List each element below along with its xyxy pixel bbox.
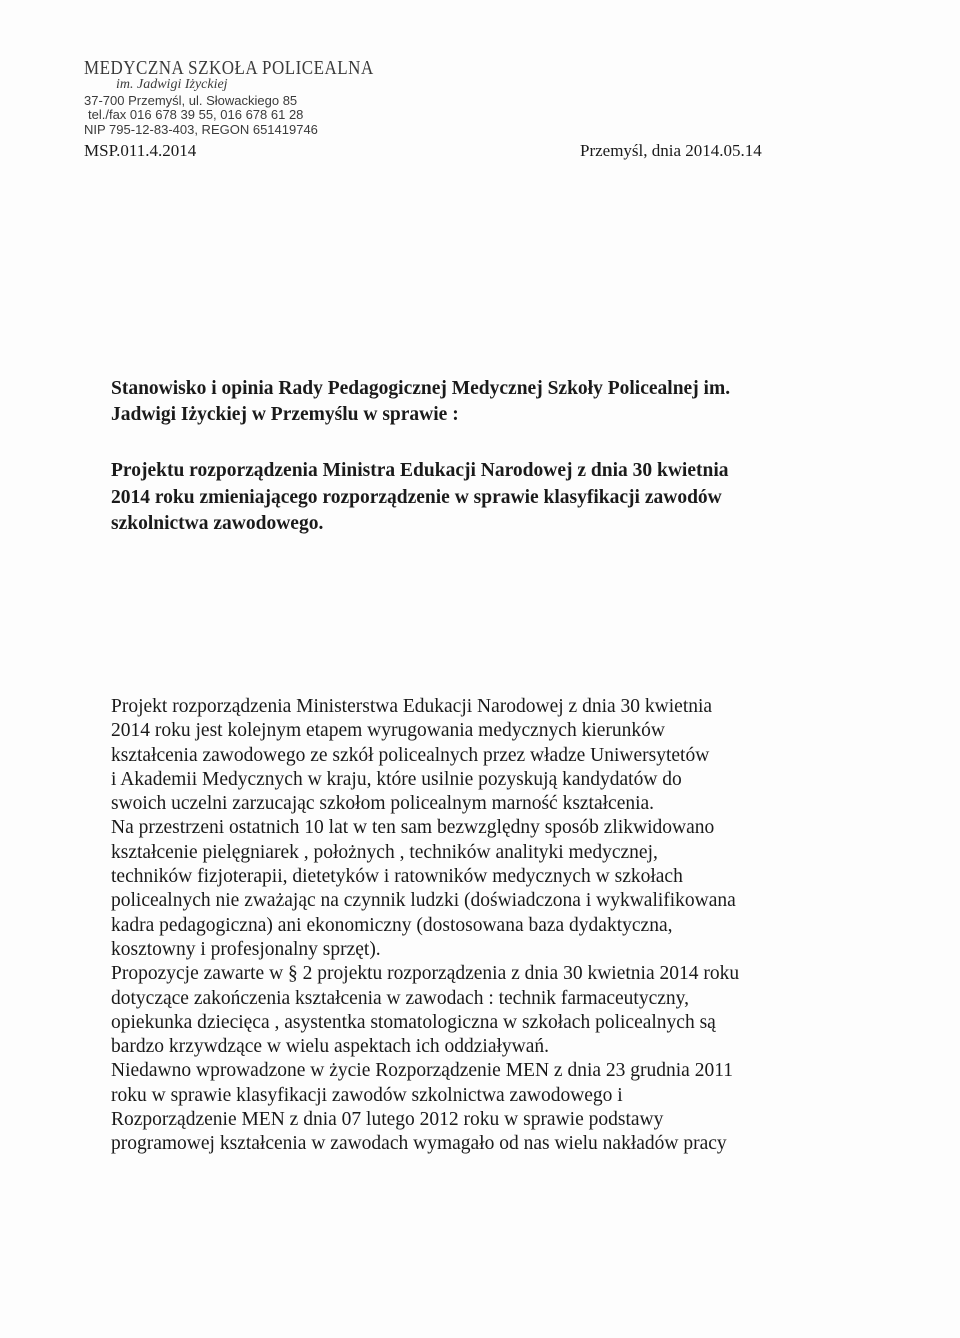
body-line: techników fizjoterapii, dietetyków i ratowników medycznych w szkołach bbox=[111, 866, 683, 888]
heading-line: Jadwigi Iżyckiej w Przemyślu w sprawie : bbox=[111, 404, 459, 425]
document-heading bbox=[111, 376, 871, 428]
body-line: kształcenie pielęgniarek , położnych , techników analityki medycznej, bbox=[111, 841, 658, 863]
body-line: Niedawno wprowadzone w życie Rozporządzenie MEN z dnia 23 grudnia 2011 bbox=[111, 1060, 733, 1082]
document-subject bbox=[111, 458, 891, 538]
body-line: kształcenia zawodowego ze szkół policealnych przez władze Uniwersytetów bbox=[111, 744, 710, 766]
stamp-address: 37-700 Przemyśl, ul. Słowackiego 85 bbox=[84, 92, 298, 108]
body-line: opiekunka dziecięca , asystentka stomatologiczna w szkołach policealnych są bbox=[111, 1011, 716, 1033]
body-line: Na przestrzeni ostatnich 10 lat w ten sam bezwzględny sposób zlikwidowano bbox=[111, 817, 715, 839]
body-line: Propozycje zawarte w § 2 projektu rozporządzenia z dnia 30 kwietnia 2014 roku bbox=[111, 963, 740, 985]
stamp-patron: im. Jadwigi Iżyckiej bbox=[116, 76, 228, 92]
body-line: swoich uczelni zarzucając szkołom policealnym marność kształcenia. bbox=[111, 793, 655, 815]
document-date: Przemyśl, dnia 2014.05.14 bbox=[580, 141, 762, 160]
stamp-registry: NIP 795-12-83-403, REGON 651419746 bbox=[84, 121, 318, 137]
document-body bbox=[111, 695, 871, 1157]
body-line: kadra pedagogiczna) ani ekonomiczny (dostosowana baza dydaktyczna, bbox=[111, 914, 673, 936]
body-line: policealnych nie zważając na czynnik ludzki (doświadczona i wykwalifikowana bbox=[111, 890, 736, 912]
reference-number: MSP.011.4.2014 bbox=[84, 141, 197, 160]
body-line: kosztowny i profesjonalny sprzęt). bbox=[111, 938, 381, 960]
body-line: roku w sprawie klasyfikacji zawodów szkolnictwa zawodowego i bbox=[111, 1084, 623, 1106]
school-stamp bbox=[84, 56, 374, 137]
body-line: programowej kształcenia w zawodach wymagało od nas wielu nakładów pracy bbox=[111, 1133, 727, 1155]
stamp-school-name: MEDYCZNA SZKOŁA POLICEALNA bbox=[84, 56, 374, 79]
subject-line: Projektu rozporządzenia Ministra Edukacji Narodowej z dnia 30 kwietnia bbox=[111, 460, 729, 481]
stamp-phone: tel./fax 016 678 39 55, 016 678 61 28 bbox=[88, 107, 304, 123]
heading-line: Stanowisko i opinia Rady Pedagogicznej Medycznej Szkoły Policealnej im. bbox=[111, 378, 731, 399]
body-line: Projekt rozporządzenia Ministerstwa Edukacji Narodowej z dnia 30 kwietnia bbox=[111, 696, 713, 717]
body-line: bardzo krzywdzące w wielu aspektach ich oddziaływań. bbox=[111, 1036, 550, 1058]
body-line: 2014 roku jest kolejnym etapem wyrugowania medycznych kierunków bbox=[111, 720, 665, 742]
subject-line: 2014 roku zmieniającego rozporządzenie w sprawie klasyfikacji zawodów bbox=[111, 486, 722, 508]
subject-line: szkolnictwa zawodowego. bbox=[111, 513, 324, 534]
body-line: dotyczące zakończenia kształcenia w zawodach : technik farmaceutyczny, bbox=[111, 987, 689, 1009]
body-line: i Akademii Medycznych w kraju, które usilnie pozyskują kandydatów do bbox=[111, 768, 682, 790]
body-line: Rozporządzenie MEN z dnia 07 lutego 2012 roku w sprawie podstawy bbox=[111, 1109, 664, 1131]
